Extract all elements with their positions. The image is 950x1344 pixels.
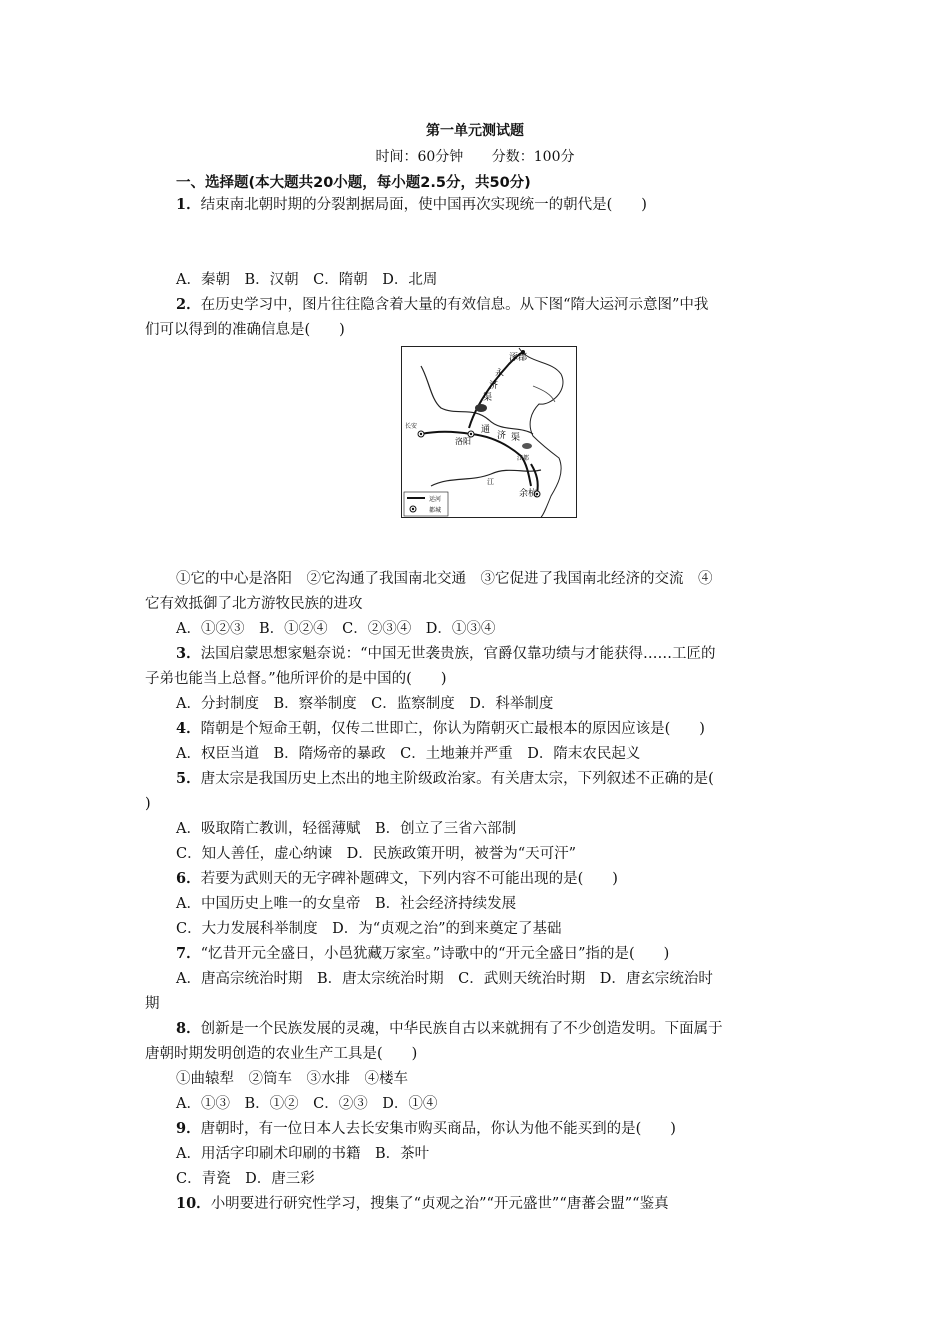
question-2-statements-cont: 它有效抵御了北方游牧民族的进攻 bbox=[145, 596, 363, 612]
question-9-options-cd: C．青瓷 D．唐三彩 bbox=[176, 1171, 315, 1187]
map-label-zhuojun: 涿郡 bbox=[509, 353, 528, 363]
question-6-options-cd: C．大力发展科举制度 D．为“贞观之治”的到来奠定了基础 bbox=[176, 921, 562, 937]
legend-city: 都城 bbox=[429, 507, 442, 514]
question-8-options: A．①③ B．①② C．②③ D．①④ bbox=[176, 1096, 438, 1112]
question-number: 8． bbox=[176, 1020, 201, 1037]
question-text: 创新是一个民族发展的灵魂，中华民族自古以来就拥有了不少创造发明。下面属于 bbox=[200, 1021, 723, 1037]
total-score: 分数：100分 bbox=[491, 149, 575, 165]
section-heading: 一、选择题(本大题共20小题，每小题2.5分，共50分) bbox=[176, 175, 531, 191]
map-label-ji: 济 bbox=[497, 431, 507, 441]
question-8-stem-cont: 唐朝时期发明创造的农业生产工具是( ) bbox=[145, 1046, 418, 1062]
question-5-stem-cont: ) bbox=[145, 796, 151, 812]
question-10-stem bbox=[176, 1195, 669, 1213]
question-2-statements: ①它的中心是洛阳 ②它沟通了我国南北交通 ③它促进了我国南北经济的交流 ④ bbox=[176, 571, 713, 587]
question-2-stem-cont: 们可以得到的准确信息是( ) bbox=[145, 322, 345, 338]
question-text: 小明要进行研究性学习，搜集了“贞观之治”“开元盛世”“唐蕃会盟”“鉴真 bbox=[210, 1196, 669, 1212]
question-text: 隋朝是个短命王朝，仅传二世即亡，你认为隋朝灭亡最根本的原因应该是( ) bbox=[200, 721, 705, 737]
map-label-jiangdu: 江都 bbox=[517, 455, 530, 462]
question-number: 1． bbox=[176, 196, 201, 213]
map-label-yuhang: 余杭 bbox=[519, 489, 538, 499]
exam-meta bbox=[0, 146, 950, 166]
question-9-options-ab: A．用活字印刷术印刷的书籍 B．茶叶 bbox=[176, 1146, 430, 1162]
question-number: 7． bbox=[176, 945, 201, 962]
page-title: 第一单元测试题 bbox=[426, 123, 524, 139]
question-5-options-cd: C．知人善任，虚心纳谏 D．民族政策开明，被誉为“天可汗” bbox=[176, 846, 577, 862]
time-limit: 时间：60分钟 bbox=[375, 149, 464, 165]
question-number: 10． bbox=[176, 1195, 211, 1212]
question-6-options-ab: A．中国历史上唯一的女皇帝 B．社会经济持续发展 bbox=[176, 896, 517, 912]
map-label-tongji: 通 bbox=[481, 425, 491, 435]
question-9-stem bbox=[176, 1120, 676, 1138]
question-4-stem bbox=[176, 720, 705, 738]
question-7-stem bbox=[176, 945, 669, 963]
question-number: 6． bbox=[176, 870, 201, 887]
question-1-options: A．秦朝 B．汉朝 C．隋朝 D．北周 bbox=[176, 272, 438, 288]
legend-canal: 运河 bbox=[429, 496, 442, 503]
question-text: 若要为武则天的无字碑补题碑文，下列内容不可能出现的是( ) bbox=[200, 871, 618, 887]
question-6-stem bbox=[176, 870, 618, 888]
question-number: 5． bbox=[176, 770, 201, 787]
map-label-qu: 渠 bbox=[511, 433, 521, 443]
question-text: 法国启蒙思想家魁奈说：“中国无世袭贵族，官爵仅靠功绩与才能获得……工匠的 bbox=[200, 646, 716, 662]
question-1-stem bbox=[176, 196, 647, 214]
question-5-stem bbox=[176, 770, 714, 788]
question-text: 唐朝时，有一位日本人去长安集市购买商品，你认为他不能买到的是( ) bbox=[200, 1121, 676, 1137]
question-3-options: A．分封制度 B．察举制度 C．监察制度 D．科举制度 bbox=[176, 696, 554, 712]
question-7-options-cont: 期 bbox=[145, 996, 160, 1012]
question-8-items: ①曲辕犁 ②筒车 ③水排 ④楼车 bbox=[176, 1071, 408, 1087]
question-3-stem-cont: 子弟也能当上总督。”他所评价的是中国的( ) bbox=[145, 671, 447, 687]
question-number: 2． bbox=[176, 296, 201, 313]
grand-canal-map bbox=[401, 346, 577, 518]
question-text: 唐太宗是我国历史上杰出的地主阶级政治家。有关唐太宗，下列叙述不正确的是( bbox=[200, 771, 714, 787]
question-text: 结束南北朝时期的分裂割据局面，使中国再次实现统一的朝代是( ) bbox=[200, 197, 647, 213]
question-text: “忆昔开元全盛日，小邑犹藏万家室。”诗歌中的“开元全盛日”指的是( ) bbox=[200, 946, 670, 962]
question-4-options: A．权臣当道 B．隋炀帝的暴政 C．土地兼并严重 D．隋末农民起义 bbox=[176, 746, 641, 762]
question-7-options: A．唐高宗统治时期 B．唐太宗统治时期 C．武则天统治时期 D．唐玄宗统治时 bbox=[176, 971, 713, 987]
question-2-options: A．①②③ B．①②④ C．②③④ D．①③④ bbox=[176, 621, 496, 637]
question-number: 4． bbox=[176, 720, 201, 737]
question-2-stem bbox=[176, 296, 708, 314]
question-8-stem bbox=[176, 1020, 723, 1038]
map-label-yongji3: 渠 bbox=[483, 393, 493, 403]
map-label-changan: 长安 bbox=[405, 423, 418, 430]
question-text: 在历史学习中，图片往往隐含着大量的有效信息。从下图“隋大运河示意图”中我 bbox=[200, 297, 709, 313]
question-number: 9． bbox=[176, 1120, 201, 1137]
question-3-stem bbox=[176, 645, 716, 663]
question-5-options-ab: A．吸取隋亡教训，轻徭薄赋 B．创立了三省六部制 bbox=[176, 821, 517, 837]
map-label-luoyang: 洛阳 bbox=[455, 437, 471, 446]
question-number: 3． bbox=[176, 645, 201, 662]
map-label-yongji: 永 bbox=[495, 369, 505, 379]
map-label-yongji2: 济 bbox=[489, 381, 499, 391]
map-label-jiang: 江 bbox=[487, 478, 494, 486]
